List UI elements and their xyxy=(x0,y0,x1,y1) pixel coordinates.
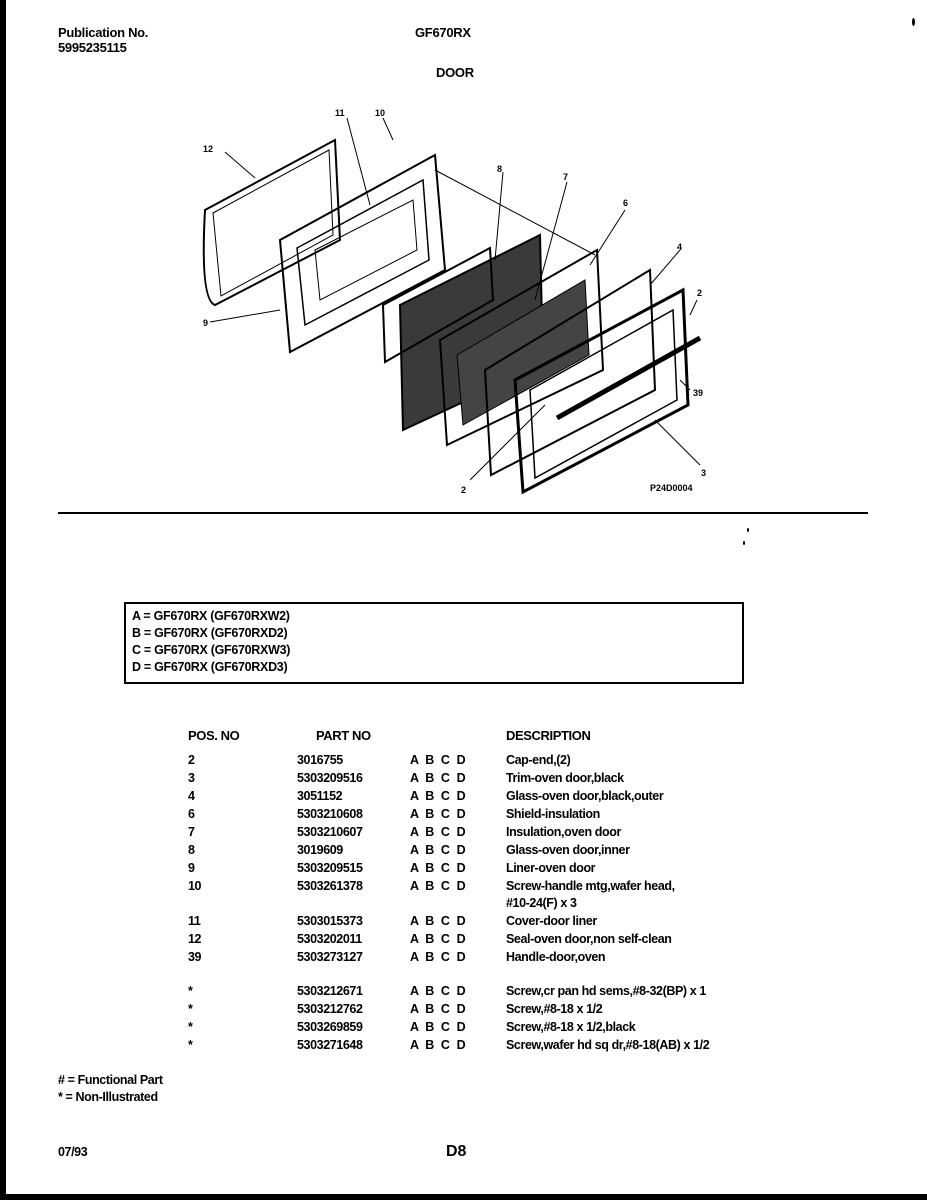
variant-cell: A B C D xyxy=(410,950,466,964)
description-cell: Handle-door,oven xyxy=(506,950,606,964)
table-row xyxy=(0,771,927,788)
variant-cell: A B C D xyxy=(410,843,466,857)
legend-c: C = GF670RX (GF670RXW3) xyxy=(132,643,291,657)
part-number-cell: 5303202011 xyxy=(297,932,362,946)
table-row xyxy=(0,1020,927,1037)
pos-cell: 8 xyxy=(188,843,195,857)
description-cell: Insulation,oven door xyxy=(506,825,621,839)
part-number-cell: 5303209516 xyxy=(297,771,363,785)
part-number-cell: 5303261378 xyxy=(297,879,363,893)
page-number: D8 xyxy=(446,1143,467,1160)
part-number-cell: 5303271648 xyxy=(297,1038,363,1052)
publication-number: 5995235115 xyxy=(58,40,127,55)
table-row xyxy=(0,914,927,931)
table-row xyxy=(0,861,927,878)
description-cell-cont: #10-24(F) x 3 xyxy=(506,896,577,910)
note-non-illustrated: * = Non-Illustrated xyxy=(58,1090,158,1104)
pos-cell: 10 xyxy=(188,879,202,893)
table-row xyxy=(0,984,927,1001)
description-cell: Screw,#8-18 x 1/2,black xyxy=(506,1020,636,1034)
table-row xyxy=(0,789,927,806)
part-number-cell: 3051152 xyxy=(297,789,343,803)
pos-cell: 7 xyxy=(188,825,195,839)
header-part-no: PART NO xyxy=(316,728,371,743)
description-cell: Cap-end,(2) xyxy=(506,753,571,767)
callout-10: 10 xyxy=(375,108,386,118)
model-legend xyxy=(124,602,744,684)
pos-cell: * xyxy=(188,1002,193,1016)
callout-2a: 2 xyxy=(697,288,703,298)
pos-cell: 2 xyxy=(188,753,195,767)
description-cell: Screw,#8-18 x 1/2 xyxy=(506,1002,603,1016)
pos-cell: 12 xyxy=(188,932,202,946)
part-number-cell: 5303269859 xyxy=(297,1020,363,1034)
callout-6: 6 xyxy=(623,198,629,208)
pos-cell: 39 xyxy=(188,950,202,964)
variant-cell: A B C D xyxy=(410,753,466,767)
part-number-cell: 5303209515 xyxy=(297,861,363,875)
variant-cell: A B C D xyxy=(410,1020,466,1034)
header-description: DESCRIPTION xyxy=(506,728,591,743)
table-row xyxy=(0,843,927,860)
seal-part xyxy=(204,140,340,305)
footer-date: 07/93 xyxy=(58,1145,88,1159)
door-exploded-diagram xyxy=(185,100,725,500)
legend-b: B = GF670RX (GF670RXD2) xyxy=(132,626,288,640)
part-number-cell: 3019609 xyxy=(297,843,343,857)
variant-cell: A B C D xyxy=(410,1038,466,1052)
part-number-cell: 5303210608 xyxy=(297,807,363,821)
pos-cell: 9 xyxy=(188,861,195,875)
scan-speck xyxy=(743,541,745,545)
variant-cell: A B C D xyxy=(410,914,466,928)
divider-line xyxy=(58,512,868,514)
callout-8: 8 xyxy=(497,164,503,174)
callout-12: 12 xyxy=(203,144,214,154)
pos-cell: 11 xyxy=(188,914,201,928)
part-number-cell: 5303212762 xyxy=(297,1002,363,1016)
model-number: GF670RX xyxy=(415,25,471,40)
description-cell: Glass-oven door,black,outer xyxy=(506,789,664,803)
variant-cell: A B C D xyxy=(410,807,466,821)
table-row xyxy=(0,950,927,967)
variant-cell: A B C D xyxy=(410,861,466,875)
pos-cell: * xyxy=(188,984,193,998)
scan-speck xyxy=(912,18,915,26)
callout-39: 39 xyxy=(693,388,704,398)
variant-cell: A B C D xyxy=(410,825,466,839)
table-row xyxy=(0,879,927,910)
publication-label: Publication No. xyxy=(58,25,149,40)
callout-3: 3 xyxy=(701,468,707,478)
pos-cell: * xyxy=(188,1020,193,1034)
pos-cell: * xyxy=(188,1038,193,1052)
variant-cell: A B C D xyxy=(410,771,466,785)
pos-cell: 6 xyxy=(188,807,195,821)
part-number-cell: 5303212671 xyxy=(297,984,363,998)
description-cell: Screw,cr pan hd sems,#8-32(BP) x 1 xyxy=(506,984,706,998)
callout-4: 4 xyxy=(677,242,683,252)
pos-cell: 3 xyxy=(188,771,195,785)
scan-speck xyxy=(747,528,749,532)
variant-cell: A B C D xyxy=(410,1002,466,1016)
part-number-cell: 3016755 xyxy=(297,753,343,767)
description-cell: Cover-door liner xyxy=(506,914,597,928)
callout-7: 7 xyxy=(563,172,569,182)
part-number-cell: 5303210607 xyxy=(297,825,363,839)
variant-cell: A B C D xyxy=(410,789,466,803)
callout-9: 9 xyxy=(203,318,209,328)
section-title: DOOR xyxy=(436,65,474,80)
description-cell: Trim-oven door,black xyxy=(506,771,624,785)
description-cell: Screw-handle mtg,wafer head, xyxy=(506,879,675,893)
table-row xyxy=(0,1038,927,1055)
callout-2b: 2 xyxy=(461,485,467,495)
legend-d: D = GF670RX (GF670RXD3) xyxy=(132,660,288,674)
callout-11: 11 xyxy=(335,108,345,118)
diagram-ref-code: P24D0004 xyxy=(650,483,693,493)
legend-a: A = GF670RX (GF670RXW2) xyxy=(132,609,290,623)
description-cell: Shield-insulation xyxy=(506,807,600,821)
variant-cell: A B C D xyxy=(410,984,466,998)
table-row xyxy=(0,807,927,824)
part-number-cell: 5303273127 xyxy=(297,950,363,964)
header-pos-no: POS. NO xyxy=(188,728,240,743)
table-row xyxy=(0,932,927,949)
description-cell: Glass-oven door,inner xyxy=(506,843,630,857)
variant-cell: A B C D xyxy=(410,932,466,946)
table-row xyxy=(0,1002,927,1019)
part-number-cell: 5303015373 xyxy=(297,914,363,928)
table-row xyxy=(0,825,927,842)
description-cell: Seal-oven door,non self-clean xyxy=(506,932,672,946)
description-cell: Screw,wafer hd sq dr,#8-18(AB) x 1/2 xyxy=(506,1038,710,1052)
table-row xyxy=(0,753,927,770)
variant-cell: A B C D xyxy=(410,879,466,893)
pos-cell: 4 xyxy=(188,789,195,803)
note-functional: # = Functional Part xyxy=(58,1073,163,1087)
description-cell: Liner-oven door xyxy=(506,861,596,875)
